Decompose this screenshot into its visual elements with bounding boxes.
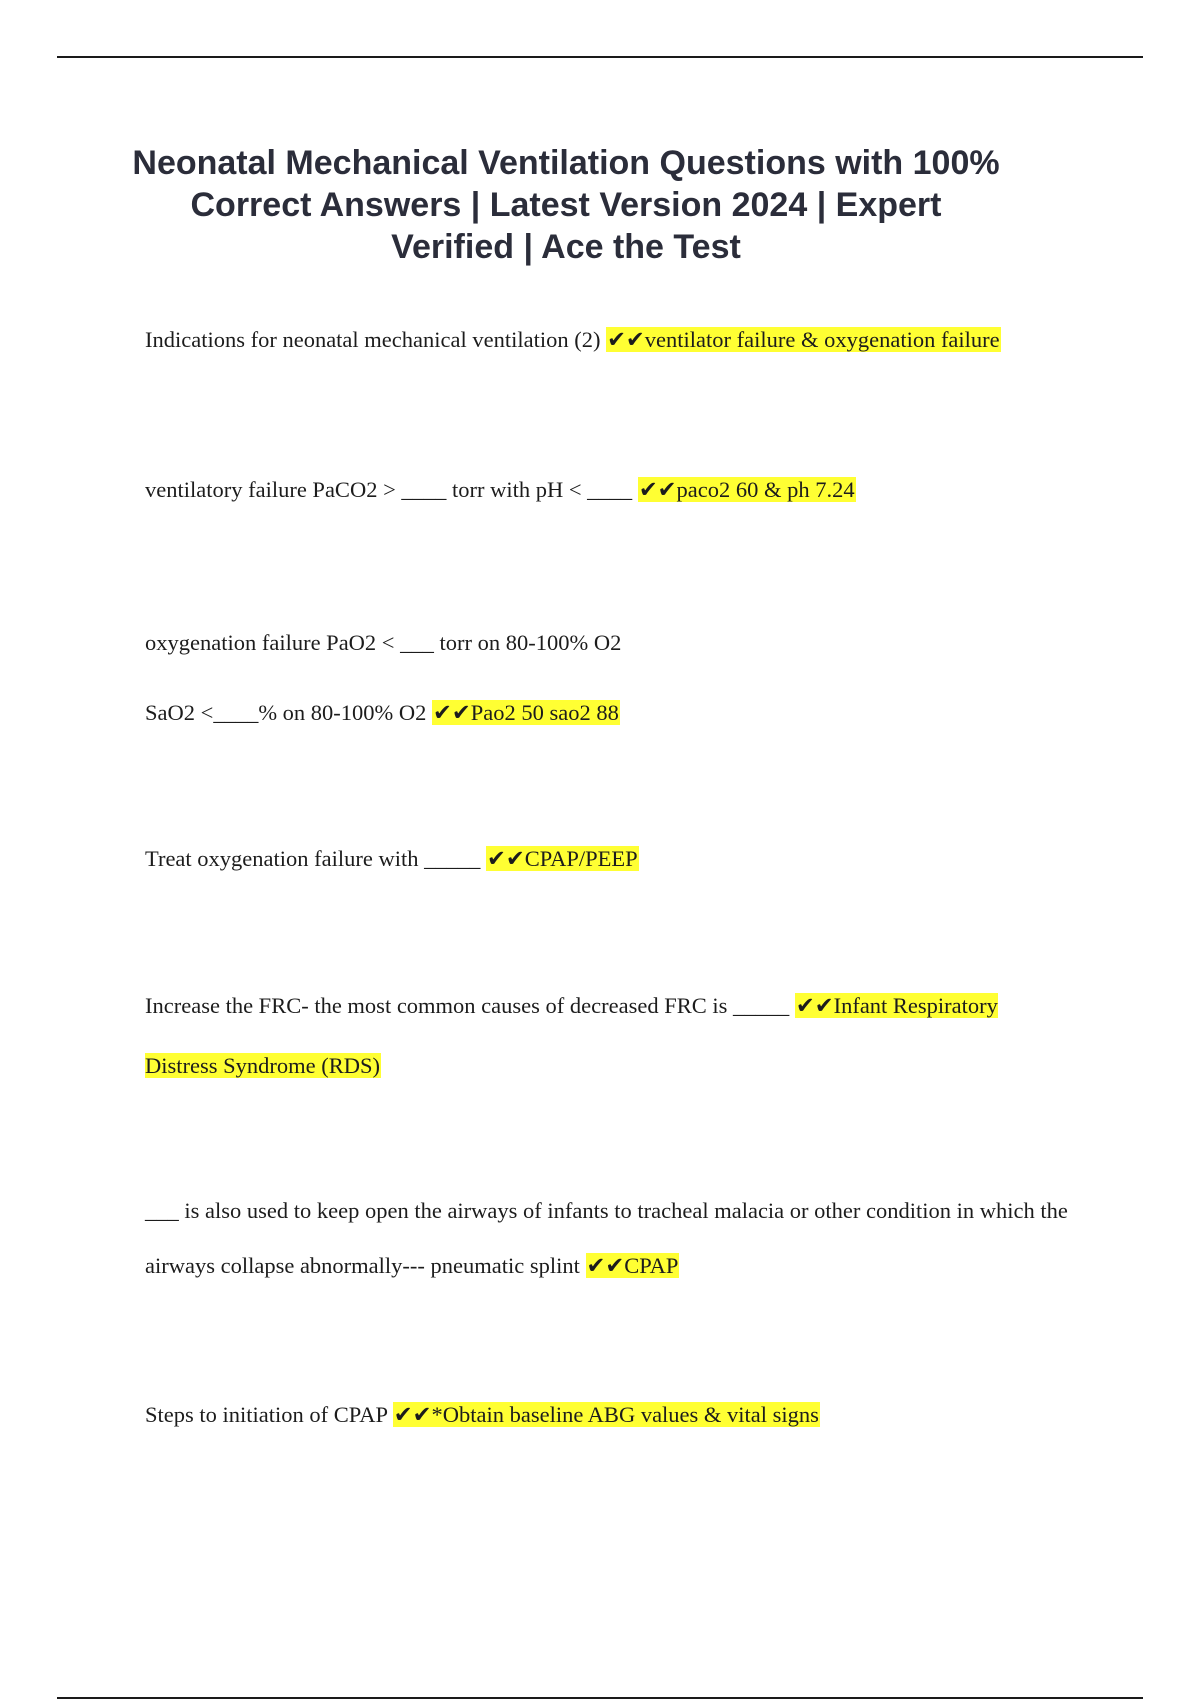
qa-item-6 xyxy=(145,1183,1075,1293)
answer-highlight: ✔✔ventilator failure & oxygenation failure xyxy=(607,327,1000,352)
question-text-line-2: SaO2 <____% on 80-100% O2 xyxy=(145,700,427,725)
question-text: ventilatory failure PaCO2 > ____ torr with pH < ____ xyxy=(145,477,633,502)
answer-highlight: ✔✔*Obtain baseline ABG values & vital signs xyxy=(393,1402,819,1427)
answer-highlight: ✔✔Infant Respiratory Distress Syndrome (RDS) xyxy=(145,993,998,1078)
question-text: Steps to initiation of CPAP xyxy=(145,1402,388,1427)
question-text: Indications for neonatal mechanical ventilation (2) xyxy=(145,327,601,352)
qa-item-1 xyxy=(145,310,1075,370)
question-text-line-1: oxygenation failure PaO2 < ___ torr on 80-100% O2 xyxy=(145,630,622,655)
qa-item-7 xyxy=(145,1385,1075,1445)
question-text: Increase the FRC- the most common causes of decreased FRC is _____ xyxy=(145,993,790,1018)
answer-highlight: ✔✔CPAP xyxy=(586,1253,679,1278)
answer-highlight: ✔✔Pao2 50 sao2 88 xyxy=(433,700,619,725)
qa-item-3 xyxy=(145,608,1075,748)
answer-highlight: ✔✔CPAP/PEEP xyxy=(486,846,638,871)
top-rule xyxy=(57,56,1143,58)
document-title: Neonatal Mechanical Ventilation Questions with 100% Correct Answers | Latest Version 2024 | Expert Verified | Ace the Test xyxy=(132,144,1000,266)
question-text: ___ is also used to keep open the airways of infants to tracheal malacia or other condition in which the airways collapse abnormally--- pneumatic splint xyxy=(145,1198,1068,1278)
question-text: Treat oxygenation failure with _____ xyxy=(145,846,481,871)
qa-item-2 xyxy=(145,460,1075,520)
qa-item-4 xyxy=(145,829,1075,889)
answer-highlight: ✔✔paco2 60 & ph 7.24 xyxy=(638,477,855,502)
qa-item-5 xyxy=(145,976,1075,1096)
bottom-rule xyxy=(57,1697,1143,1699)
